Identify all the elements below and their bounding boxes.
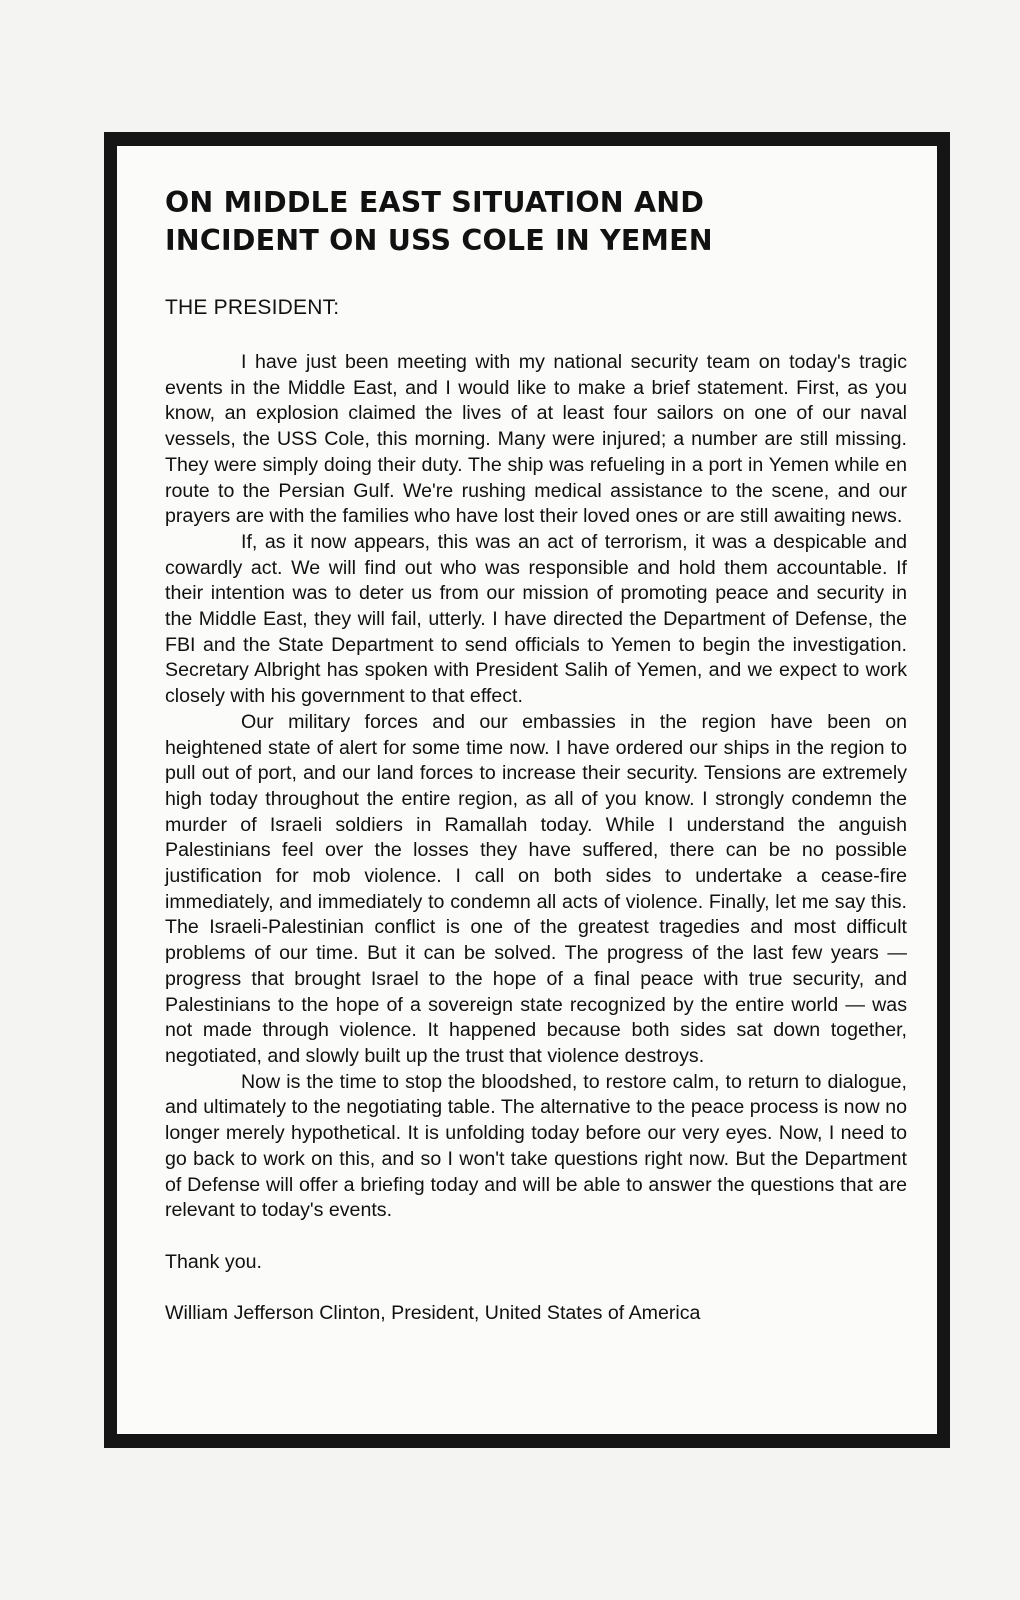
bordered-frame [104, 132, 950, 1448]
paragraph-2: If, as it now appears, this was an act of terrorism, it was a despicable and cowardly act. We will find out who was responsible and hold them accountable. If their intention was to deter us from our mission of promoting peace and security in the Middle East, they will fail, utterly. I have directed the Department of Defense, the FBI and the State Department to send officials to Yemen to begin the investigation. Secretary Albright has spoken with President Salih of Yemen, and we expect to work closely with his government to that effect. [165, 530, 907, 708]
statement-body [165, 350, 907, 1224]
document-title [165, 184, 907, 260]
paragraph-1: I have just been meeting with my national security team on today's tragic events in the Middle East, and I would like to make a brief statement. First, as you know, an explosion claimed the lives of at least four sailors on one of our naval vessels, the USS Cole, this morning. Many were injured; a number are still missing. They were simply doing their duty. The ship was refueling in a port in Yemen while en route to the Persian Gulf. We're rushing medical assistance to the scene, and our prayers are with the families who have lost their loved ones or are still awaiting news. [165, 351, 907, 528]
speaker-label: THE PRESIDENT: [165, 296, 340, 319]
title-line-1: ON MIDDLE EAST SITUATION AND [165, 186, 705, 219]
signature-line: William Jefferson Clinton, President, United States of America [165, 1301, 701, 1324]
closing-line: Thank you. [165, 1250, 262, 1273]
title-line-2: INCIDENT ON USS COLE IN YEMEN [165, 224, 713, 257]
paragraph-3: Our military forces and our embassies in the region have been on heightened state of alert for some time now. I have ordered our ships in the region to pull out of port, and our land forces to increase their security. Tensions are extremely high today throughout the entire region, as all of you know. I strongly condemn the murder of Israeli soldiers in Ramallah today. While I understand the anguish Palestinians feel over the losses they have suffered, there can be no possible justification for mob violence. I call on both sides to undertake a cease-fire immediately, and immediately to condemn all acts of violence. Finally, let me say this. The Israeli-Palestinian conflict is one of the greatest tragedies and most difficult problems of our time. But it can be solved. The progress of the last few years — progress that brought Israel to the hope of a final peace with true security, and Palestinians to the hope of a sovereign state recognized by the entire world — was not made through violence. It happened because both sides sat down together, negotiated, and slowly built up the trust that violence destroys. [165, 710, 907, 1067]
paragraph-4: Now is the time to stop the bloodshed, to restore calm, to return to dialogue, and ultimately to the negotiating table. The alternative to the peace process is now no longer merely hypothetical. It is unfolding today before our very eyes. Now, I need to go back to work on this, and so I won't take questions right now. But the Department of Defense will offer a briefing today and will be able to answer the questions that are relevant to today's events. [165, 1070, 907, 1222]
document-content [165, 184, 907, 1326]
